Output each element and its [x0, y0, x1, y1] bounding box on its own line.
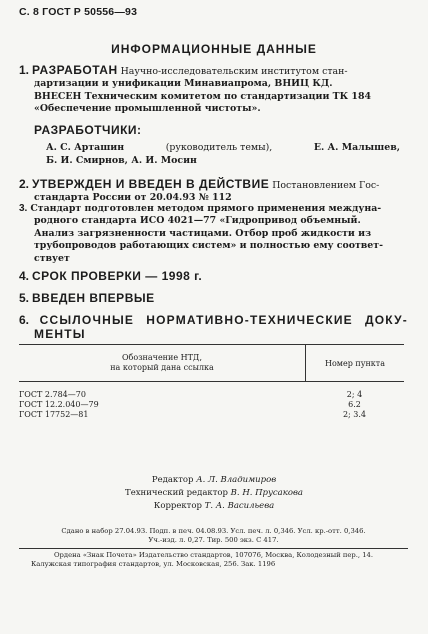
section-heading: МЕНТЫ [34, 327, 86, 342]
column-header-text: на который дана ссылка [110, 363, 214, 372]
section-developed [19, 64, 408, 116]
table-row [19, 400, 404, 410]
page-header: С. 8 ГОСТ Р 50556—93 [19, 6, 138, 18]
section-heading: ВВЕДЕН ВПЕРВЫЕ [32, 291, 155, 305]
section-number: 1. [19, 63, 30, 77]
publication-rule [19, 548, 408, 549]
credit-corrector [0, 500, 428, 513]
section-number: 2. [19, 177, 30, 191]
developers-block [19, 124, 408, 167]
section-number: 4. [19, 269, 30, 283]
developers-heading: РАЗРАБОТЧИКИ: [34, 123, 142, 137]
table-row [19, 410, 404, 420]
section-prepared [19, 203, 408, 265]
section-heading: ССЫЛОЧНЫЕ НОРМАТИВНО-ТЕХНИЧЕСКИЕ ДОКУ- [39, 313, 408, 327]
column-header-document [19, 345, 306, 381]
credit-name: В. Н. Прусакова [230, 488, 303, 498]
references-table [19, 344, 404, 420]
section-text: родного стандарта ИСО 4021—77 «Гидропривод объемный. [34, 215, 361, 227]
section-text: трубопроводов работающих систем» и полностью ему соответ- [34, 240, 383, 252]
section-text: дартизации и унификации Минавиапрома, ВНИЦ КД. [34, 78, 333, 90]
credit-name: Т. А. Васильева [204, 501, 275, 511]
section-introduced [19, 292, 408, 306]
print-details: Уч.-изд. л. 0,27. Тир. 500 экз. С 417. [148, 536, 279, 544]
section-references [19, 314, 408, 341]
table-cell-item: 2; 3.4 [342, 410, 367, 419]
credits-block [0, 474, 428, 513]
section-number: 6. [19, 313, 30, 327]
section-6-line-1 [19, 314, 408, 328]
section-approved [19, 178, 408, 205]
printer-line: Калужская типография стандартов, ул. Московская, 256. Зак. 1196 [31, 560, 276, 568]
developer-name: А. С. Арташин [46, 142, 125, 154]
print-details: Сдано в набор 27.04.93. Подп. в печ. 04.08.93. Усл. печ. л. 0,346. Усл. кр.-отт. 0,346. [61, 527, 366, 535]
section-2-line-1 [19, 178, 408, 192]
table-cell-document: ГОСТ 2.784—70 [19, 390, 86, 399]
section-number: 3. [19, 203, 28, 214]
credit-role: Технический редактор [125, 488, 228, 498]
table-cell-item: 2; 4 [346, 390, 363, 399]
section-text: стандарта России от 20.04.93 № 112 [34, 192, 232, 204]
credit-editor [0, 474, 428, 487]
section-text: Анализ загрязненности частицами. Отбор проб жидкости из [34, 227, 372, 239]
section-text: «Обеспечение промышленной чистоты». [34, 103, 261, 115]
section-text: Постановлением Гос- [272, 180, 380, 191]
section-text: ВНЕСЕН Техническим комитетом по стандартизации ТК 184 [34, 90, 371, 102]
section-review [19, 270, 408, 284]
section-3-line-1 [19, 203, 408, 215]
credit-tech-editor [0, 487, 428, 500]
column-header-item: Номер пункта [325, 358, 385, 368]
publication-info [19, 527, 408, 569]
developer-role: (руководитель темы), [165, 142, 273, 154]
developers-line-2: Б. И. Смирнов, А. И. Мосин [46, 154, 197, 166]
document-title: ИНФОРМАЦИОННЫЕ ДАННЫЕ [111, 42, 317, 56]
section-text: Научно-исследовательским институтом стан- [120, 66, 348, 77]
section-text: ствует [34, 252, 70, 264]
section-1-line-1 [19, 64, 408, 78]
credit-name: А. Л. Владимиров [196, 475, 277, 485]
table-cell-item: 6.2 [348, 400, 361, 409]
publisher-line: Ордена «Знак Почета» Издательство стандартов, 107076, Москва, Колодезный пер., 14. [53, 551, 374, 559]
section-text: Стандарт подготовлен методом прямого применения междуна- [30, 203, 382, 214]
table-header [19, 345, 404, 381]
column-header-text: Обозначение НТД, [122, 353, 202, 362]
section-number: 5. [19, 291, 30, 305]
developer-name: Е. А. Малышев, [313, 142, 400, 154]
section-heading: УТВЕРЖДЕН И ВВЕДЕН В ДЕЙСТВИЕ [32, 177, 270, 191]
table-cell-document: ГОСТ 17752—81 [19, 410, 89, 419]
table-cell-document: ГОСТ 12.2.040—79 [19, 400, 99, 409]
table-row [19, 390, 404, 400]
section-heading: СРОК ПРОВЕРКИ — 1998 г. [32, 269, 203, 283]
developers-line-1 [19, 142, 408, 154]
credit-role: Корректор [153, 501, 202, 511]
section-heading: РАЗРАБОТАН [32, 63, 118, 77]
credit-role: Редактор [151, 475, 194, 485]
